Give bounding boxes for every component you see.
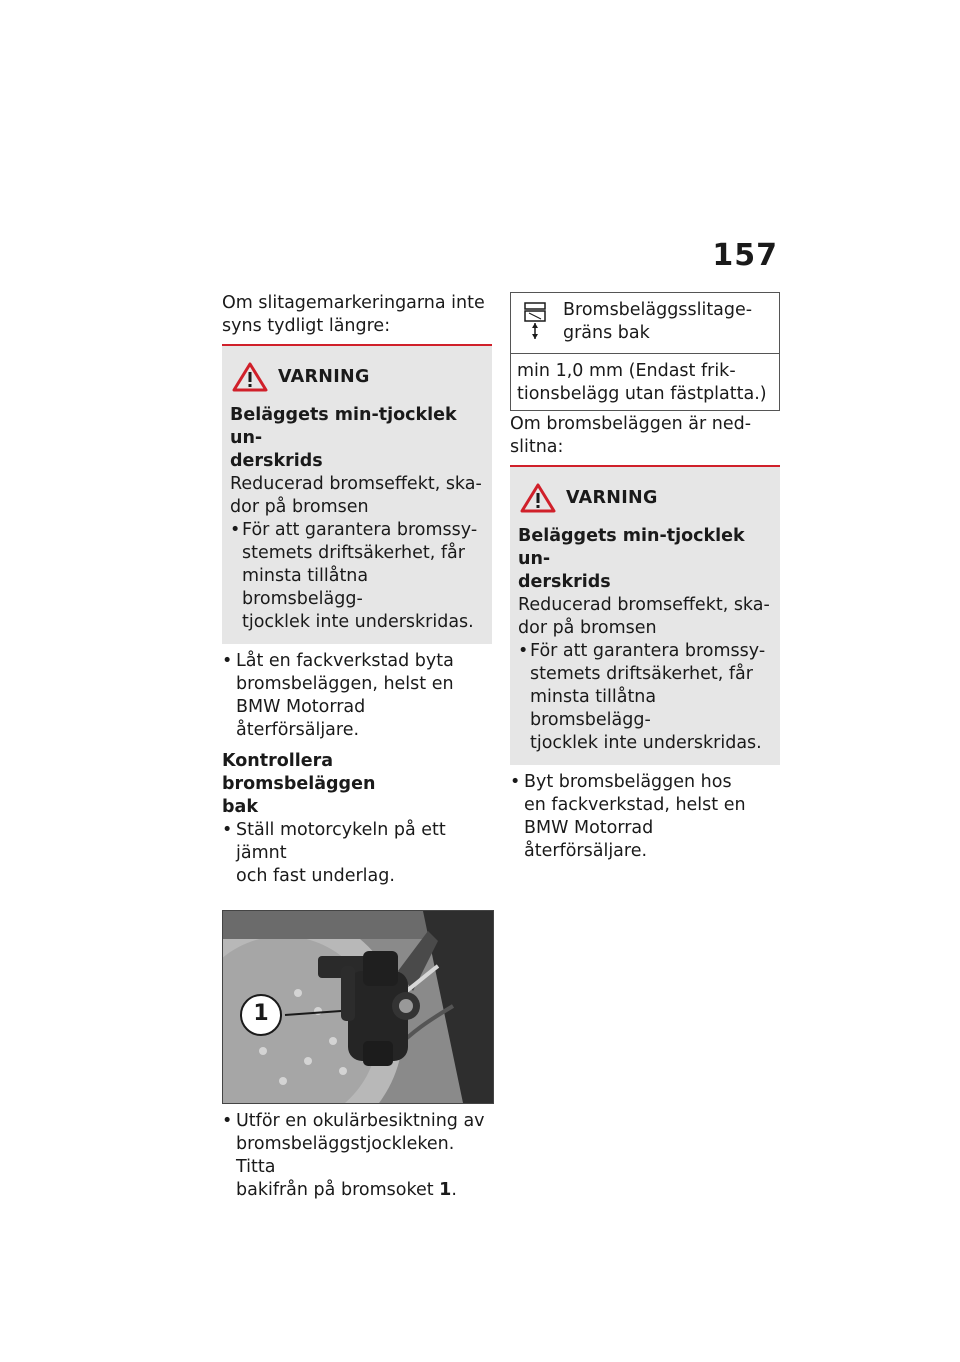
- spec-header: [511, 293, 779, 354]
- sub-marker: •: [230, 520, 241, 540]
- sub-line: tjocklek inte underskridas.: [242, 612, 474, 632]
- sub-line: tjocklek inte underskridas.: [530, 733, 762, 753]
- page-number: 157: [712, 238, 778, 273]
- section-heading: Kontrollera bromsbeläggen: [222, 751, 376, 794]
- warning-title: derskrids: [518, 572, 611, 592]
- warning-triangle-icon: [232, 362, 268, 392]
- bullet-line: en fackverkstad, helst en: [524, 795, 746, 815]
- spec-value: [511, 354, 779, 410]
- photo-callout-number: 1: [253, 1001, 269, 1026]
- warning-triangle-icon: [520, 483, 556, 513]
- column-right: [510, 292, 780, 863]
- spec-value-line: tionsbelägg utan fästplatta.): [517, 384, 767, 404]
- bullet-line: Byt bromsbeläggen hos: [524, 772, 732, 792]
- section-heading: bak: [222, 797, 258, 817]
- bullet-line: Ställ motorcykeln på ett jämnt: [236, 820, 446, 863]
- bullet-item: [222, 819, 492, 888]
- bullet-line: och fast underlag.: [236, 866, 395, 886]
- spec-value-line: min 1,0 mm (Endast frik-: [517, 361, 736, 381]
- sub-line: stemets driftsäkerhet, får: [530, 664, 753, 684]
- warning-text: dor på bromsen: [230, 497, 369, 517]
- sub-line: stemets driftsäkerhet, får: [242, 543, 465, 563]
- warning-sub-item: [230, 519, 484, 634]
- spec-table: [510, 292, 780, 411]
- callout-reference: 1: [439, 1180, 452, 1200]
- bullet-line: Låt en fackverkstad byta: [236, 651, 454, 671]
- bullet-marker: •: [510, 772, 521, 792]
- bullet-line: BMW Motorrad återförsäljare.: [524, 818, 654, 861]
- intro-line: slitna:: [510, 437, 564, 457]
- bullet-item: [510, 771, 780, 863]
- warning-label: VARNING: [278, 367, 370, 387]
- bullet-line: bromsbeläggstjockleken. Titta: [236, 1134, 455, 1177]
- warning-text: Reducerad bromseffekt, ska-: [518, 595, 770, 615]
- bullet-text: bakifrån på bromsoket: [236, 1180, 440, 1200]
- warning-header: [230, 360, 484, 394]
- spec-title: [563, 299, 752, 345]
- warning-box: [510, 467, 780, 765]
- warning-text: Reducerad bromseffekt, ska-: [230, 474, 482, 494]
- bullet-period: .: [451, 1180, 457, 1200]
- bullet-item: [222, 650, 492, 742]
- sub-line: För att garantera bromssy-: [530, 641, 766, 661]
- brake-caliper-photo: [222, 910, 494, 1104]
- warning-label: VARNING: [566, 488, 658, 508]
- intro-line: Om slitagemarkeringarna inte: [222, 293, 485, 313]
- sub-line: För att garantera bromssy-: [242, 520, 478, 540]
- bullet-line: Utför en okulärbesiktning av: [236, 1111, 485, 1131]
- bullet-line: BMW Motorrad återförsäljare.: [236, 697, 366, 740]
- bullet-marker: •: [222, 1111, 233, 1131]
- warning-title: derskrids: [230, 451, 323, 471]
- warning-title: Beläggets min-tjocklek un-: [230, 405, 457, 448]
- spec-title-line: gräns bak: [563, 323, 650, 343]
- bullet-marker: •: [222, 651, 233, 671]
- sub-line: minsta tillåtna bromsbelägg-: [242, 566, 369, 609]
- bullet-item: [222, 1110, 492, 1202]
- warning-sub-item: [518, 640, 772, 755]
- sub-line: minsta tillåtna bromsbelägg-: [530, 687, 657, 730]
- bullet-line: bromsbeläggen, helst en: [236, 674, 454, 694]
- intro-line: syns tydligt längre:: [222, 316, 391, 336]
- brake-pad-wear-icon: [517, 299, 553, 343]
- bullet-marker: •: [222, 820, 233, 840]
- intro-line: Om bromsbeläggen är ned-: [510, 414, 752, 434]
- warning-title: Beläggets min-tjocklek un-: [518, 526, 745, 569]
- column-left: [222, 292, 492, 1202]
- spec-title-line: Bromsbeläggsslitage-: [563, 300, 753, 320]
- warning-header: [518, 481, 772, 515]
- bullet-line: [236, 1179, 492, 1202]
- warning-text: dor på bromsen: [518, 618, 657, 638]
- warning-box: [222, 346, 492, 644]
- sub-marker: •: [518, 641, 529, 661]
